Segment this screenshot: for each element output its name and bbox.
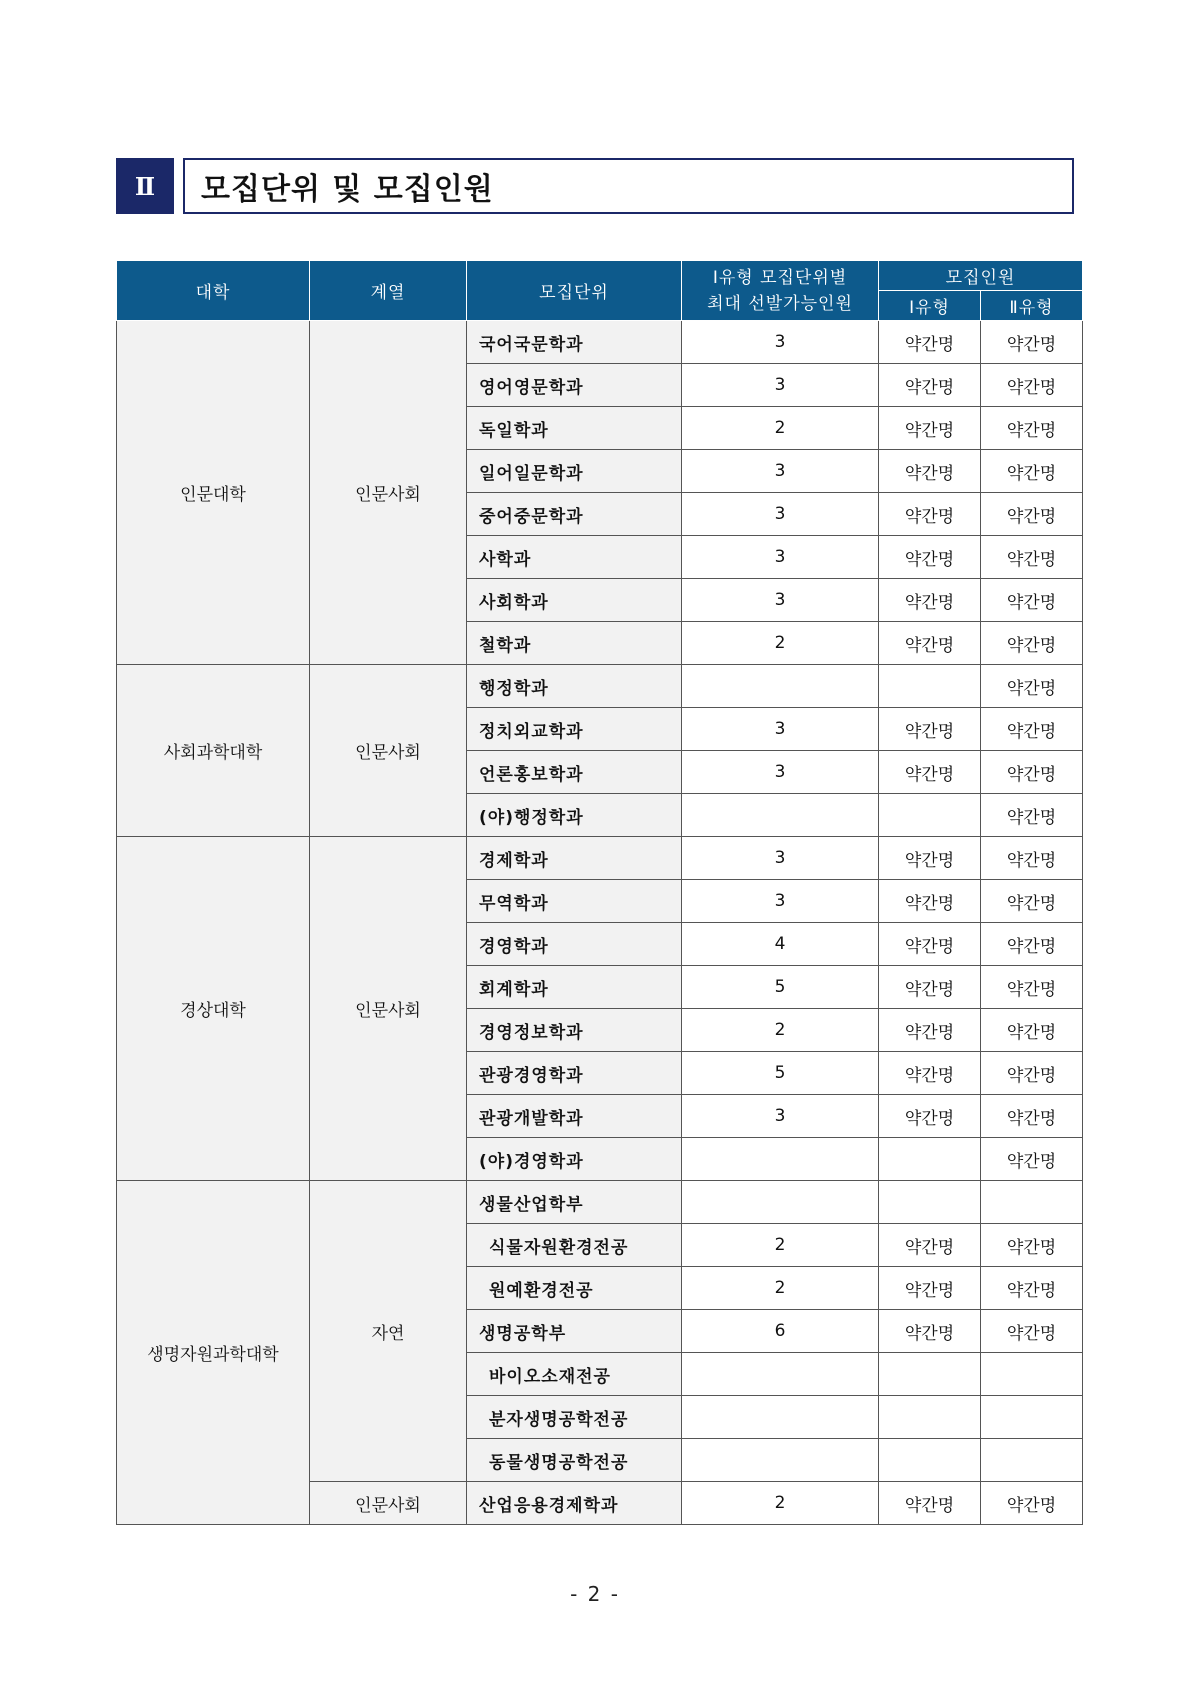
header-field: 계열 [310, 261, 467, 321]
header-unit: 모집단위 [467, 261, 682, 321]
type2-cell: 약간명 [981, 966, 1083, 1009]
unit-cell: 일어일문학과 [467, 450, 682, 493]
max-cell: 2 [682, 1224, 879, 1267]
max-cell [682, 1181, 879, 1224]
max-cell: 3 [682, 364, 879, 407]
type2-cell: 약간명 [981, 1009, 1083, 1052]
type2-cell: 약간명 [981, 321, 1083, 364]
type1-cell: 약간명 [879, 1482, 981, 1525]
type1-cell: 약간명 [879, 1267, 981, 1310]
type1-cell [879, 1138, 981, 1181]
type2-cell: 약간명 [981, 450, 1083, 493]
type2-cell [981, 1439, 1083, 1482]
type1-cell [879, 1181, 981, 1224]
max-cell: 6 [682, 1310, 879, 1353]
max-cell: 3 [682, 708, 879, 751]
section-heading [116, 158, 1078, 214]
type2-cell: 약간명 [981, 1267, 1083, 1310]
table-row [117, 837, 1083, 880]
type1-cell: 약간명 [879, 407, 981, 450]
type2-cell: 약간명 [981, 751, 1083, 794]
unit-cell: (야)경영학과 [467, 1138, 682, 1181]
unit-cell: 생명공학부 [467, 1310, 682, 1353]
type1-cell: 약간명 [879, 321, 981, 364]
type1-cell: 약간명 [879, 364, 981, 407]
unit-cell: 식물자원환경전공 [467, 1224, 682, 1267]
type2-cell: 약간명 [981, 837, 1083, 880]
unit-cell: 경영학과 [467, 923, 682, 966]
type2-cell: 약간명 [981, 708, 1083, 751]
college-cell: 생명자원과학대학 [117, 1181, 310, 1525]
max-cell [682, 665, 879, 708]
field-cell: 인문사회 [310, 1482, 467, 1525]
type1-cell: 약간명 [879, 1052, 981, 1095]
max-cell: 2 [682, 407, 879, 450]
type2-cell: 약간명 [981, 1095, 1083, 1138]
unit-cell: 생물산업학부 [467, 1181, 682, 1224]
unit-cell: 독일학과 [467, 407, 682, 450]
unit-cell: 행정학과 [467, 665, 682, 708]
type1-cell: 약간명 [879, 1009, 981, 1052]
max-cell: 2 [682, 1009, 879, 1052]
unit-cell: 산업응용경제학과 [467, 1482, 682, 1525]
max-cell [682, 1396, 879, 1439]
type1-cell: 약간명 [879, 880, 981, 923]
field-cell: 자연 [310, 1181, 467, 1482]
unit-cell: 무역학과 [467, 880, 682, 923]
type2-cell: 약간명 [981, 407, 1083, 450]
header-max-line1: Ⅰ유형 모집단위별 [712, 267, 848, 288]
unit-cell: 동물생명공학전공 [467, 1439, 682, 1482]
max-cell [682, 794, 879, 837]
unit-cell: 회계학과 [467, 966, 682, 1009]
type2-cell: 약간명 [981, 1138, 1083, 1181]
type1-cell: 약간명 [879, 493, 981, 536]
type2-cell: 약간명 [981, 1224, 1083, 1267]
unit-cell: 영어영문학과 [467, 364, 682, 407]
max-cell: 3 [682, 1095, 879, 1138]
unit-cell: 정치외교학과 [467, 708, 682, 751]
type2-cell: 약간명 [981, 880, 1083, 923]
college-cell: 인문대학 [117, 321, 310, 665]
type2-cell [981, 1353, 1083, 1396]
header-quota: 모집인원 [879, 261, 1083, 291]
header-college: 대학 [117, 261, 310, 321]
type1-cell [879, 665, 981, 708]
section-title: 모집단위 및 모집인원 [183, 158, 1074, 214]
max-cell [682, 1353, 879, 1396]
type2-cell: 약간명 [981, 493, 1083, 536]
page-number: - 2 - [570, 1582, 620, 1606]
field-cell: 인문사회 [310, 665, 467, 837]
max-cell: 3 [682, 880, 879, 923]
type1-cell: 약간명 [879, 450, 981, 493]
type1-cell: 약간명 [879, 536, 981, 579]
type1-cell: 약간명 [879, 1310, 981, 1353]
type1-cell: 약간명 [879, 837, 981, 880]
type1-cell: 약간명 [879, 923, 981, 966]
unit-cell: 바이오소재전공 [467, 1353, 682, 1396]
type2-cell: 약간명 [981, 1310, 1083, 1353]
type2-cell [981, 1396, 1083, 1439]
header-type1: Ⅰ유형 [879, 291, 981, 321]
max-cell: 2 [682, 1482, 879, 1525]
type2-cell: 약간명 [981, 1482, 1083, 1525]
table-row [117, 665, 1083, 708]
max-cell: 5 [682, 966, 879, 1009]
max-cell: 3 [682, 837, 879, 880]
table-row [117, 321, 1083, 364]
unit-cell: 국어국문학과 [467, 321, 682, 364]
type1-cell: 약간명 [879, 966, 981, 1009]
unit-cell: 철학과 [467, 622, 682, 665]
type1-cell: 약간명 [879, 708, 981, 751]
max-cell: 5 [682, 1052, 879, 1095]
type1-cell: 약간명 [879, 579, 981, 622]
type2-cell: 약간명 [981, 923, 1083, 966]
field-cell: 인문사회 [310, 837, 467, 1181]
type1-cell: 약간명 [879, 1095, 981, 1138]
max-cell: 3 [682, 493, 879, 536]
recruitment-table [116, 260, 1083, 1525]
field-cell: 인문사회 [310, 321, 467, 665]
max-cell [682, 1138, 879, 1181]
unit-cell: 경영정보학과 [467, 1009, 682, 1052]
unit-cell: 관광경영학과 [467, 1052, 682, 1095]
unit-cell: 언론홍보학과 [467, 751, 682, 794]
unit-cell: 경제학과 [467, 837, 682, 880]
max-cell: 3 [682, 450, 879, 493]
section-number: Ⅱ [116, 158, 174, 214]
header-max-line2: 최대 선발가능인원 [707, 293, 853, 314]
max-cell [682, 1439, 879, 1482]
unit-cell: 사회학과 [467, 579, 682, 622]
college-cell: 사회과학대학 [117, 665, 310, 837]
type2-cell [981, 1181, 1083, 1224]
type2-cell: 약간명 [981, 536, 1083, 579]
type2-cell: 약간명 [981, 665, 1083, 708]
max-cell: 3 [682, 536, 879, 579]
unit-cell: 원예환경전공 [467, 1267, 682, 1310]
header-max-selectable [682, 261, 879, 321]
type1-cell: 약간명 [879, 622, 981, 665]
type1-cell: 약간명 [879, 751, 981, 794]
type2-cell: 약간명 [981, 1052, 1083, 1095]
max-cell: 3 [682, 321, 879, 364]
header-type2: Ⅱ유형 [981, 291, 1083, 321]
type1-cell [879, 1439, 981, 1482]
unit-cell: 관광개발학과 [467, 1095, 682, 1138]
type2-cell: 약간명 [981, 794, 1083, 837]
unit-cell: (야)행정학과 [467, 794, 682, 837]
college-cell: 경상대학 [117, 837, 310, 1181]
max-cell: 3 [682, 579, 879, 622]
max-cell: 2 [682, 622, 879, 665]
type1-cell [879, 1396, 981, 1439]
type2-cell: 약간명 [981, 579, 1083, 622]
max-cell: 4 [682, 923, 879, 966]
type1-cell: 약간명 [879, 1224, 981, 1267]
table-row [117, 1181, 1083, 1224]
type1-cell [879, 794, 981, 837]
type2-cell: 약간명 [981, 622, 1083, 665]
max-cell: 2 [682, 1267, 879, 1310]
type1-cell [879, 1353, 981, 1396]
type2-cell: 약간명 [981, 364, 1083, 407]
unit-cell: 분자생명공학전공 [467, 1396, 682, 1439]
max-cell: 3 [682, 751, 879, 794]
unit-cell: 사학과 [467, 536, 682, 579]
unit-cell: 중어중문학과 [467, 493, 682, 536]
